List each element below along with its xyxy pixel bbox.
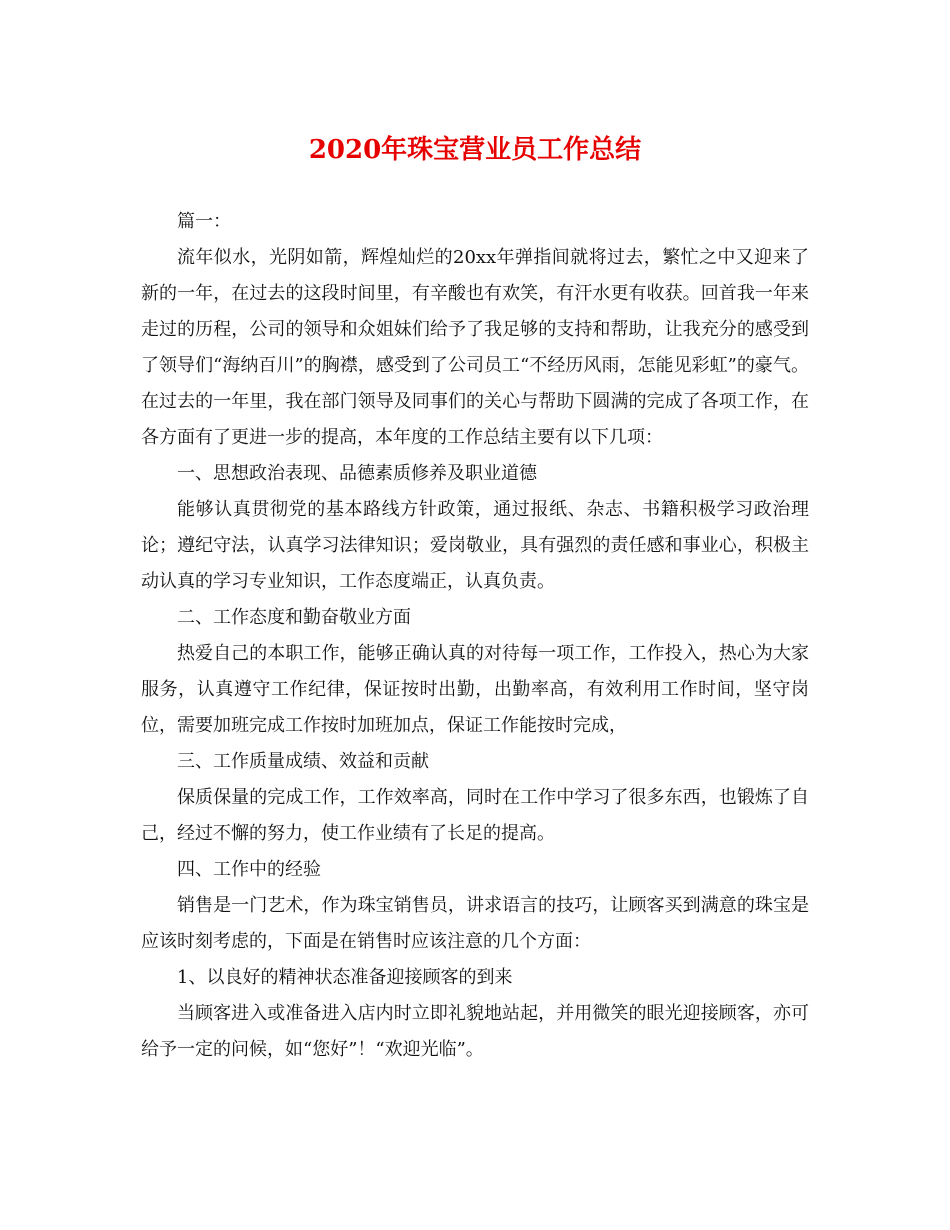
paragraph: 热爱自己的本职工作，能够正确认真的对待每一项工作，工作投入，热心为大家服务，认真遵守工作纪律，保证按时出勤，出勤率高，有效利用工作时间，坚守岗位，需要加班完成工作按时加班加点，保证工作能按时完成，: [141, 643, 809, 736]
section-heading: 三、工作质量成绩、效益和贡献: [177, 751, 429, 772]
document-title: 2020年珠宝营业员工作总结: [308, 135, 642, 165]
paragraph: 当顾客进入或准备进入店内时立即礼貌地站起，并用微笑的眼光迎接顾客，亦可给予一定的问候，如“您好”！“欢迎光临”。: [141, 1003, 809, 1060]
section-heading: 一、思想政治表现、品德素质修养及职业道德: [177, 463, 537, 484]
paragraph: 保质保量的完成工作，工作效率高，同时在工作中学习了很多东西，也锻炼了自己，经过不懈的努力，使工作业绩有了长足的提高。: [141, 787, 809, 844]
section-heading: 四、工作中的经验: [177, 859, 321, 880]
section-heading: 二、工作态度和勤奋敬业方面: [177, 607, 411, 628]
paragraph: 销售是一门艺术，作为珠宝销售员，讲求语言的技巧，让顾客买到满意的珠宝是应该时刻考虑的，下面是在销售时应该注意的几个方面：: [141, 895, 809, 952]
paragraph: 能够认真贯彻党的基本路线方针政策，通过报纸、杂志、书籍积极学习政治理论；遵纪守法，认真学习法律知识；爱岗敬业，具有强烈的责任感和事业心，积极主动认真的学习专业知识，工作态度端正，认真负责。: [141, 499, 809, 592]
paragraph: 篇一：: [177, 211, 231, 232]
subsection-heading: 1、以良好的精神状态准备迎接顾客的到来: [177, 967, 513, 988]
paragraph: 流年似水，光阴如箭，辉煌灿烂的20xx年弹指间就将过去，繁忙之中又迎来了新的一年，在过去的这段时间里，有辛酸也有欢笑，有汗水更有收获。回首我一年来走过的历程，公司的领导和众姐妹们给予了我足够的支持和帮助，让我充分的感受到了领导们“海纳百川”的胸襟，感受到了公司员工“不经历风雨，怎能见彩虹”的豪气。在过去的一年里，我在部门领导及同事们的关心与帮助下圆满的完成了各项工作，在各方面有了更进一步的提高，本年度的工作总结主要有以下几项：: [141, 247, 809, 448]
document-body: [141, 204, 809, 1068]
